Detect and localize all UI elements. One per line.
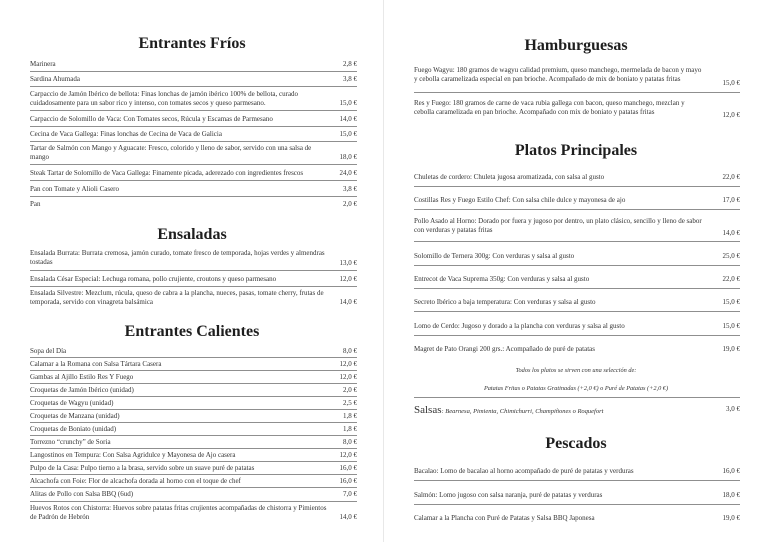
salsas-price: 3,0 € <box>726 405 740 413</box>
divider <box>414 335 740 336</box>
menu-item-name: Steak Tartar de Solomillo de Vaca Gallega: Finamente picada, aderezado con ingredientes frescos <box>30 169 304 177</box>
menu-item-name: Magret de Pato Orangi 200 grs.: Acompañado de puré de patatas <box>414 345 595 353</box>
divider <box>30 474 357 475</box>
menu-item-price: 18,0 € <box>339 153 357 161</box>
divider <box>414 504 740 505</box>
menu-item-price: 15,0 € <box>722 298 740 306</box>
divider <box>30 448 357 449</box>
menu-item-price: 16,0 € <box>722 467 740 475</box>
menu-item-name: Tartar de Salmón con Mango y Aguacate: Fresco, colorido y lleno de sabor, servido con una salsa de mango <box>30 144 312 161</box>
menu-item-name: Croquetas de Wagyu (unidad) <box>30 399 114 407</box>
menu-item-name: Sardina Ahumada <box>30 75 80 83</box>
divider <box>30 180 357 181</box>
menu-item-price: 25,0 € <box>722 252 740 260</box>
menu-item-price: 22,0 € <box>722 173 740 181</box>
divider <box>414 265 740 266</box>
menu-item-name: Alcachofa con Foie: Flor de alcachofa dorada al horno con el toque de chef <box>30 477 241 485</box>
menu-item-price: 14,0 € <box>339 298 357 306</box>
menu-item-name: Lomo de Cerdo: Jugoso y dorado a la plancha con verduras y salsa al gusto <box>414 322 625 330</box>
divider <box>30 164 357 165</box>
menu-page-right <box>384 0 768 542</box>
menu-item-name: Costillas Res y Fuego Estilo Chef: Con salsa chile dulce y mayonesa de ajo <box>414 196 626 204</box>
menu-item-name: Torrezno “crunchy” de Soria <box>30 438 111 446</box>
salsas-line <box>414 404 603 416</box>
divider <box>414 480 740 481</box>
menu-item-name: Calamar a la Plancha con Puré de Patatas y Salsa BBQ Japonesa <box>414 514 595 522</box>
menu-item-price: 17,0 € <box>722 196 740 204</box>
divider <box>30 409 357 410</box>
divider <box>30 357 357 358</box>
divider <box>30 110 357 111</box>
section-title-entrantes-frios: Entrantes Fríos <box>138 35 246 52</box>
menu-item-name: Cecina de Vaca Gallega: Finas lonchas de Cecina de Vaca de Galicia <box>30 130 222 138</box>
menu-item-name: Carpaccio de Jamón Ibérico de bellota: Finas lonchas de jamón ibérico 100% de bellota, curado cuidadosamente para un sabor rico y intenso, con tomates secos y queso parmesano. <box>30 90 299 107</box>
menu-item-price: 2,5 € <box>343 399 357 407</box>
divider <box>30 435 357 436</box>
menu-item-price: 22,0 € <box>722 275 740 283</box>
menu-item-price: 3,8 € <box>343 75 357 83</box>
menu-item-name: Alitas de Pollo con Salsa BBQ (6ud) <box>30 490 134 498</box>
divider <box>30 270 357 271</box>
divider <box>30 126 357 127</box>
divider <box>414 186 740 187</box>
menu-item-name: Sopa del Día <box>30 347 67 355</box>
menu-item-name: Pan <box>30 200 41 208</box>
menu-item-price: 2,0 € <box>343 200 357 208</box>
salsas-label: Salsas <box>414 404 442 416</box>
menu-item-name: Salmón: Lomo jugoso con salsa naranja, puré de patatas y verduras <box>414 491 603 499</box>
menu-item-name: Ensalada Burrata: Burrata cremosa, jamón curado, tomate fresco de temporada, hojas verdes y almendras tostadas <box>30 249 325 266</box>
menu-item-price: 1,8 € <box>343 412 357 420</box>
menu-item-price: 15,0 € <box>722 79 740 87</box>
section-title-hamburguesas: Hamburguesas <box>524 37 628 54</box>
menu-item-price: 19,0 € <box>722 514 740 522</box>
divider <box>414 288 740 289</box>
menu-item-name: Ensalada César Especial: Lechuga romana, pollo crujiente, croutons y queso parmesano <box>30 275 277 283</box>
menu-item-name: Fuego Wagyu: 180 gramos de wagyu calidad premium, queso manchego, mermelada de bacon y mayo y cebolla caramelizada especial en pan brioche. Acompañado de mix de boniato y patatas fritas <box>414 66 702 83</box>
menu-item-price: 2,0 € <box>343 386 357 394</box>
menu-item-name: Chuletas de cordero: Chuleta jugosa aromatizada, con salsa al gusto <box>414 173 605 181</box>
menu-item-name: Croquetas de Jamón Ibérico (unidad) <box>30 386 134 394</box>
divider <box>30 396 357 397</box>
section-title-entrantes-calientes: Entrantes Calientes <box>124 323 260 340</box>
menu-item-name: Solomillo de Ternera 300g: Con verduras y salsa al gusto <box>414 252 575 260</box>
divider <box>414 311 740 312</box>
menu-item-name: Entrecot de Vaca Suprema 350g: Con verduras y salsa al gusto <box>414 275 590 283</box>
menu-item-price: 12,0 € <box>339 373 357 381</box>
divider <box>30 71 357 72</box>
menu-item-name: Secreto Ibérico a baja temperatura: Con verduras y salsa al gusto <box>414 298 596 306</box>
menu-item-price: 19,0 € <box>722 345 740 353</box>
menu-item-name: Croquetas de Manzana (unidad) <box>30 412 120 420</box>
divider <box>414 397 740 398</box>
divider <box>30 487 357 488</box>
sides-note: Todos los platos se sirven con una selección de: <box>515 367 637 374</box>
menu-item-price: 15,0 € <box>339 99 357 107</box>
menu-item-name: Gambas al Ajillo Estilo Res Y Fuego <box>30 373 134 381</box>
divider <box>414 209 740 210</box>
sides-options: Patatas Fritas o Patatas Gratinadas (+2,0 €) o Puré de Patatas (+2,0 €) <box>483 385 669 392</box>
divider <box>30 461 357 462</box>
section-title-platos-principales: Platos Principales <box>514 142 638 159</box>
menu-item-price: 16,0 € <box>339 477 357 485</box>
divider <box>30 370 357 371</box>
menu-item-price: 14,0 € <box>722 229 740 237</box>
menu-item-name: Ensalada Silvestre: Mezclum, rúcula, queso de cabra a la plancha, nueces, pasas, tomate cherry, frutas de temporada, servido con vinagreta balsámica <box>30 289 324 306</box>
menu-item-price: 8,0 € <box>343 347 357 355</box>
menu-item-price: 13,0 € <box>339 259 357 267</box>
divider <box>30 196 357 197</box>
menu-item-name: Huevos Rotos con Chistorra: Huevos sobre patatas fritas crujientes acompañadas de chistorra y Pimientos de Padrón de Hebrón <box>30 504 327 521</box>
menu-item-name: Pollo Asado al Horno: Dorado por fuera y jugoso por dentro, un plato clásico, sencillo y lleno de sabor con verduras y patatas fritas <box>414 217 702 234</box>
menu-item-price: 24,0 € <box>339 169 357 177</box>
menu-item-price: 7,0 € <box>343 490 357 498</box>
divider <box>30 86 357 87</box>
menu-item-price: 12,0 € <box>339 451 357 459</box>
menu-item-price: 2,8 € <box>343 60 357 68</box>
menu-item-name: Marinera <box>30 60 56 68</box>
menu-item-name: Calamar a la Romana con Salsa Tártara Casera <box>30 360 162 368</box>
menu-item-price: 14,0 € <box>339 513 357 521</box>
menu-item-name: Bacalao: Lomo de bacalao al horno acompañado de puré de patatas y verduras <box>414 467 634 475</box>
divider <box>414 241 740 242</box>
menu-item-price: 1,8 € <box>343 425 357 433</box>
menu-item-price: 15,0 € <box>722 322 740 330</box>
menu-item-name: Pan con Tomate y Alioli Casero <box>30 185 120 193</box>
menu-item-name: Langostinos en Tempura: Con Salsa Agridulce y Mayonesa de Ajo casera <box>30 451 236 459</box>
section-title-pescados: Pescados <box>545 435 607 452</box>
menu-item-price: 16,0 € <box>339 464 357 472</box>
divider <box>30 383 357 384</box>
section-title-ensaladas: Ensaladas <box>157 226 227 243</box>
menu-item-price: 8,0 € <box>343 438 357 446</box>
menu-item-name: Res y Fuego: 180 gramos de carne de vaca rubia gallega con bacon, queso manchego, mezclan y cebolla caramelizada en pan brioche. Acompañado con mix de boniato y patatas fritas <box>414 99 685 116</box>
menu-item-price: 12,0 € <box>722 111 740 119</box>
divider <box>30 422 357 423</box>
divider <box>30 286 357 287</box>
salsas-list: : Bearnesa, Pimienta, Chimichurri, Champiñones o Roquefort <box>441 408 604 415</box>
menu-item-price: 18,0 € <box>722 491 740 499</box>
menu-item-name: Pulpo de la Casa: Pulpo tierno a la brasa, servido sobre un suave puré de patatas <box>30 464 255 472</box>
divider <box>30 501 357 502</box>
divider <box>30 141 357 142</box>
menu-item-price: 15,0 € <box>339 130 357 138</box>
menu-item-price: 12,0 € <box>339 360 357 368</box>
menu-item-name: Carpaccio de Solomillo de Vaca: Con Tomates secos, Rúcula y Escamas de Parmesano <box>30 115 273 123</box>
menu-item-name: Croquetas de Boniato (unidad) <box>30 425 117 433</box>
divider <box>414 92 740 93</box>
menu-item-price: 12,0 € <box>339 275 357 283</box>
menu-item-price: 3,8 € <box>343 185 357 193</box>
menu-item-price: 14,0 € <box>339 115 357 123</box>
